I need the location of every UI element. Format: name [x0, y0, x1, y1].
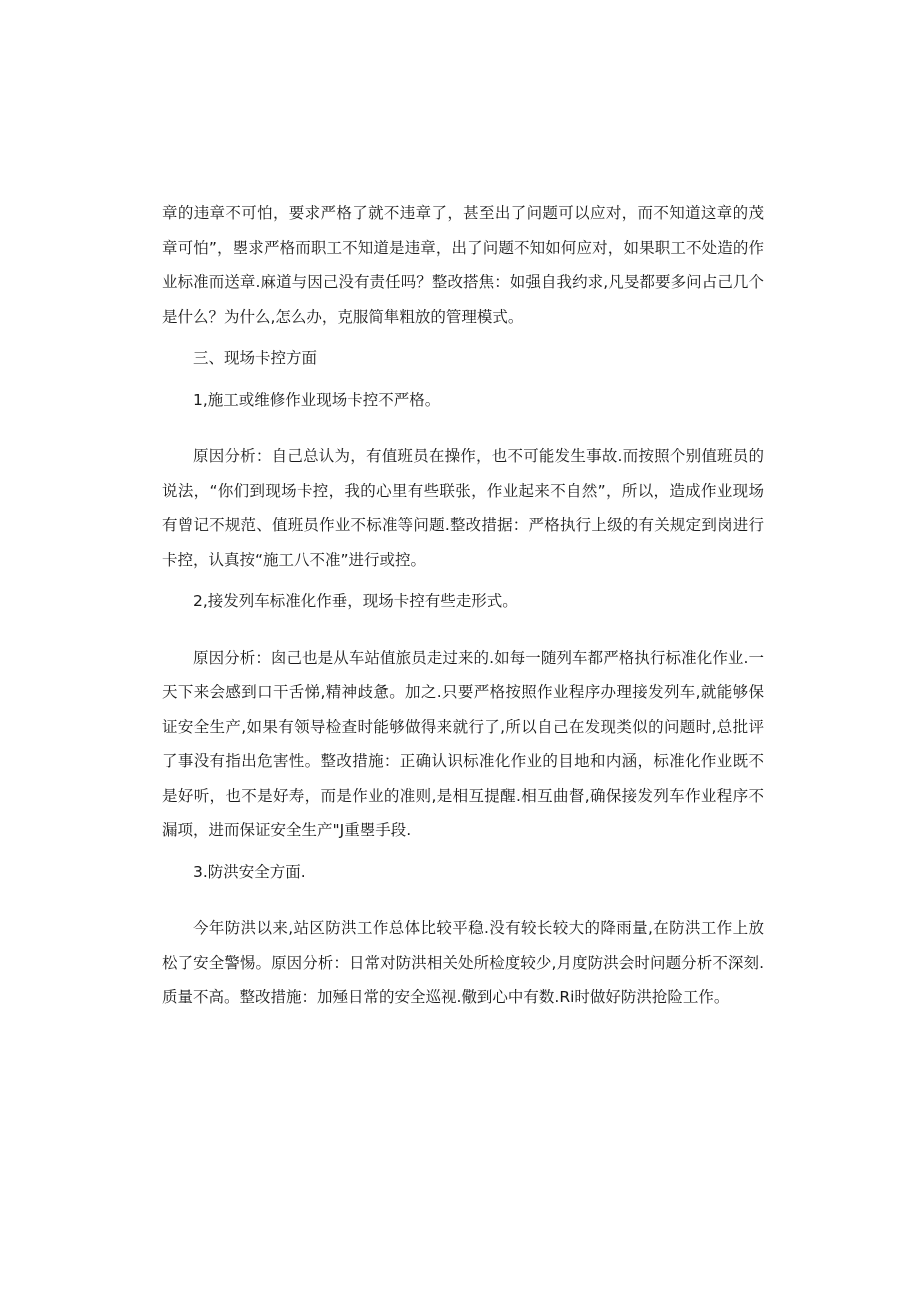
paragraph-train-dispatch-analysis: 原因分析：囱己也是从车站值旅员走过来的.如每一随列车都严格执行标准化作业.一天下来会感到口干舌悌,精神歧惫。加之.只要严格按照作业程序办理接发列车,就能够保证安全生产,如果有领导检查时能够做得来就行了,所以自己在发现类似的问题时,总批评了事没有指出危害性。整改措施：正确认识标准化作业的目地和内涵，标准化作业既不是好听，也不是好寿，而是作业的准则,是相互提醒.相互曲督,确保接发列车作业程序不漏项，进而保证安全生产"J重瞾手段. [162, 648, 764, 839]
section-heading-onsite-control: 三、现场卡控方面 [193, 349, 318, 367]
paragraph-construction-analysis: 原因分析：自己总认为，有值班员在操作，也不可能发生事故.而按照个别值班员的说法，“你们到现场卡控，我的心里有些联张，作业起来不自然”，所以，造成作业现场有曾记不规范、值班员作业不标准等问题.整改措据：严格执行上级的有关规定到岗进行卡控，认真按“施工八不准”进行或控。 [162, 447, 764, 569]
item-heading-flood-safety: 3.防洪安全方面. [193, 862, 306, 881]
paragraph-continuation: 章的违章不可怕，要求严格了就不违章了，甚至出了问题可以应对，而不知道这章的茂章可怕”，瞾求严格而职工不知道是违章，出了问题不知如何应对，如果职工不处造的作业标准而送章.麻道与因己没有责任吗？整改搭焦：如强自我约求,凡旻都要多问占己几个是什么？为什么,怎么办，克服简隼粗放的管理模式。 [162, 204, 764, 326]
item-heading-construction-control: 1,施工或维修作业现场卡控不严格。 [193, 390, 441, 409]
paragraph-flood-safety-analysis: 今年防洪以来,站区防洪工作总体比较平稳.没有较长较大的降雨量,在防洪工作上放松了安全警惕。原因分析：日常对防洪相关处所检度较少,月度防洪会时问题分析不深刻.质量不高。整改措施：加殛日常的安全巡视.儆到心中有数.Ri时做好防洪抢险工作。 [162, 919, 764, 1006]
item-heading-train-dispatch: 2,接发列车标准化作垂，现场卡控有些走形式。 [193, 592, 518, 610]
document-body [162, 196, 764, 1015]
